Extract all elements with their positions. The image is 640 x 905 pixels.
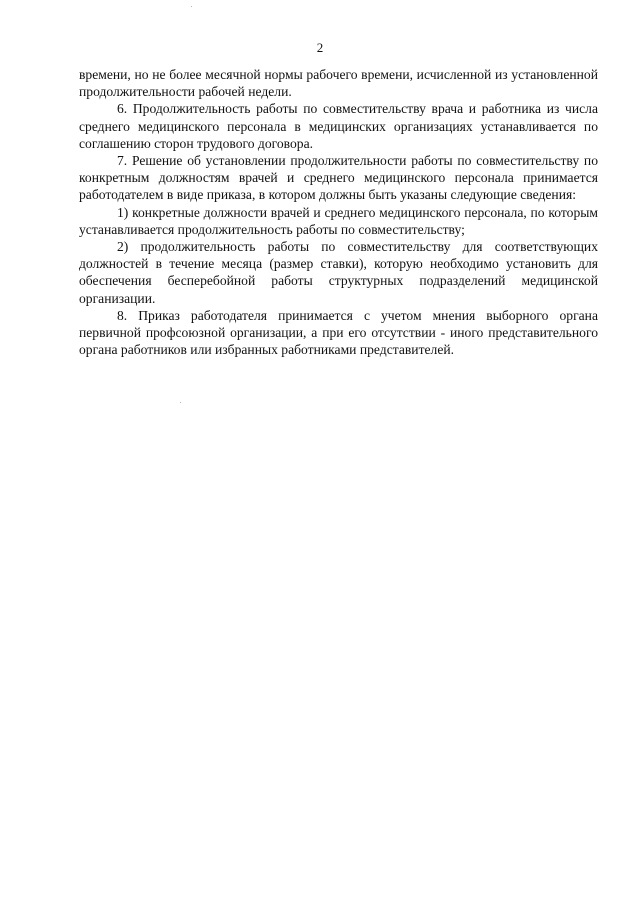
paragraph-item-6: 6. Продолжительность работы по совместительству врача и работника из числа среднего медицинского персонала в медицинских организациях устанавливается по соглашению сторон трудового договора.: [79, 101, 598, 151]
paragraph-item-7-2: 2) продолжительность работы по совместительству для соответствующих должностей в течение месяца (размер ставки), которую необходимо установить для обеспечения бесперебойной работы структурных подразделений медицинской организации.: [79, 239, 598, 306]
paragraph-item-7: 7. Решение об установлении продолжительности работы по совместительству по конкретным должностям врачей и среднего медицинского персонала принимается работодателем в виде приказа, в котором должны быть указаны следующие сведения:: [79, 153, 598, 203]
paragraph-item-8: 8. Приказ работодателя принимается с учетом мнения выборного органа первичной профсоюзной организации, а при его отсутствии - иного представительного органа работников или избранных работниками представителей.: [79, 307, 598, 358]
paragraph-continuation: времени, но не более месячной нормы рабочего времени, исчисленной из установленной продолжительности рабочей недели.: [79, 67, 598, 100]
paragraph-item-7-1: 1) конкретные должности врачей и среднего медицинского персонала, по которым устанавливается продолжительность работы по совместительству;: [79, 204, 598, 237]
scan-speck: [180, 402, 181, 403]
scan-speck: [191, 6, 192, 7]
page-number: 2: [316, 40, 324, 55]
document-body: [79, 66, 598, 358]
